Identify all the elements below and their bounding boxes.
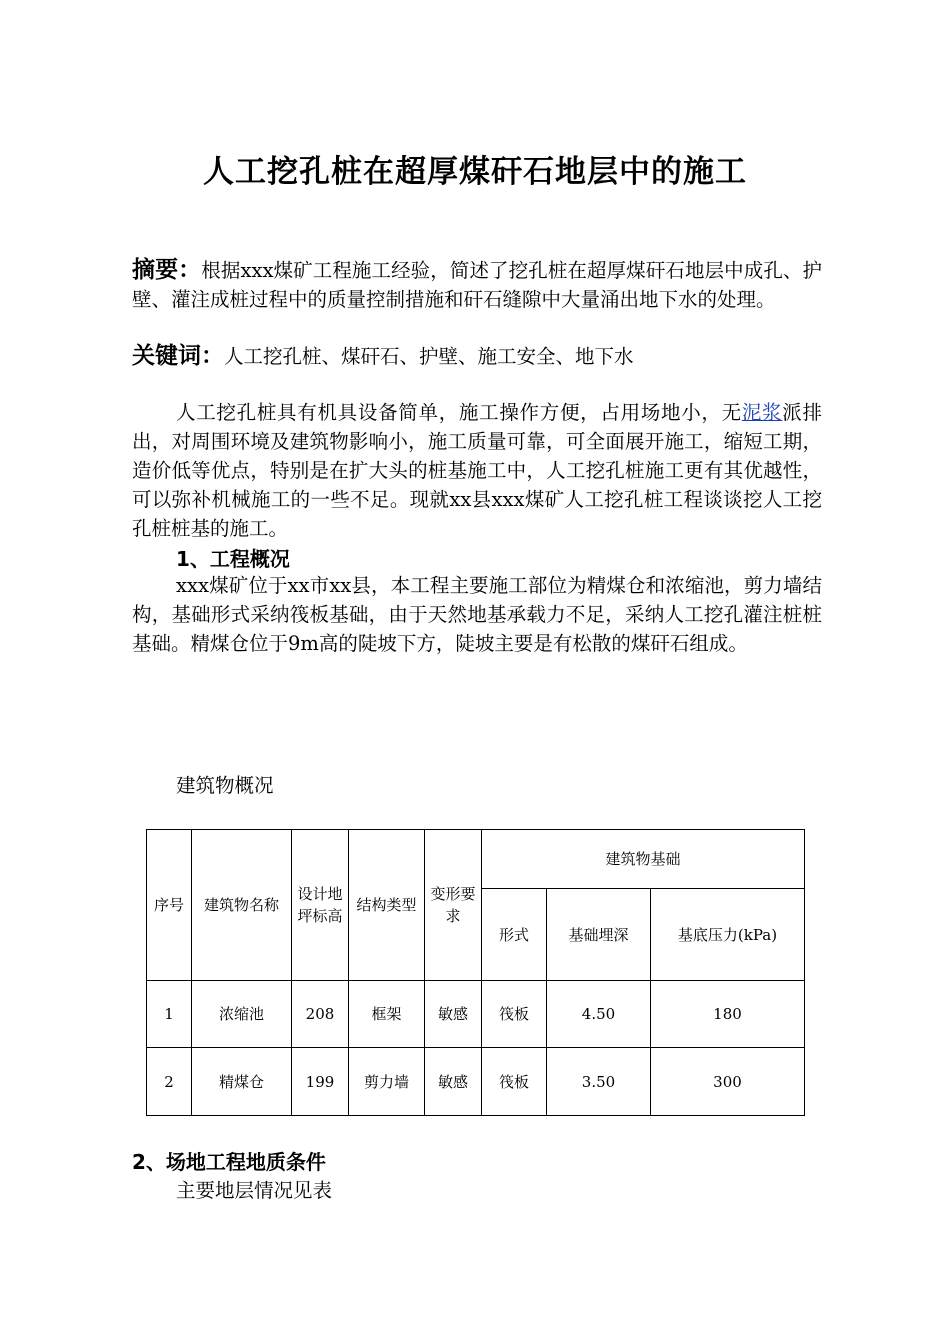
cell-structure: 剪力墙 bbox=[349, 1048, 425, 1116]
cell-form: 筏板 bbox=[482, 981, 547, 1048]
abstract-text: 根据xxx煤矿工程施工经验，简述了挖孔桩在超厚煤矸石地层中成孔、护壁、灌注成桩过程中的质量控制措施和矸石缝隙中大量涌出地下水的处理。 bbox=[132, 259, 823, 311]
header-deformation: 变形要求 bbox=[425, 830, 482, 981]
cell-depth: 3.50 bbox=[547, 1048, 651, 1116]
header-depth: 基础埋深 bbox=[547, 889, 651, 981]
cell-structure: 框架 bbox=[349, 981, 425, 1048]
cell-form: 筏板 bbox=[482, 1048, 547, 1116]
cell-depth: 4.50 bbox=[547, 981, 651, 1048]
cell-deformation: 敏感 bbox=[425, 1048, 482, 1116]
table-row bbox=[147, 981, 805, 1048]
cell-name: 浓缩池 bbox=[192, 981, 292, 1048]
abstract-label: 摘要： bbox=[132, 257, 202, 283]
cell-elevation: 208 bbox=[292, 981, 349, 1048]
intro-paragraph bbox=[132, 398, 822, 543]
intro-text-after: 派排出，对周围环境及建筑物影响小，施工质量可靠，可全面展开施工，缩短工期，造价低等优点，特别是在扩大头的桩基施工中，人工挖孔桩施工更有其优越性，可以弥补机械施工的一些不足。现就xx县xxx煤矿人工挖孔桩工程谈谈挖人工挖孔桩桩基的施工。 bbox=[132, 401, 822, 540]
table-row bbox=[147, 1048, 805, 1116]
cell-pressure: 180 bbox=[651, 981, 805, 1048]
header-structure: 结构类型 bbox=[349, 830, 425, 981]
header-pressure: 基底压力(kPa) bbox=[651, 889, 805, 981]
section2-text: 主要地层情况见表 bbox=[176, 1179, 333, 1202]
abstract-paragraph bbox=[132, 256, 822, 314]
keywords-paragraph bbox=[132, 342, 822, 371]
header-form: 形式 bbox=[482, 889, 547, 981]
section2-heading: 2、场地工程地质条件 bbox=[132, 1150, 326, 1174]
section1-paragraph: xxx煤矿位于xx市xx县，本工程主要施工部位为精煤仓和浓缩池，剪力墙结构，基础形式采纳筏板基础，由于天然地基承载力不足，采纳人工挖孔灌注桩桩基础。精煤仓位于9m高的陡坡下方，陡坡主要是有松散的煤矸石组成。 bbox=[132, 574, 822, 655]
mud-link[interactable]: 泥浆 bbox=[741, 401, 783, 424]
page-title: 人工挖孔桩在超厚煤矸石地层中的施工 bbox=[203, 154, 747, 190]
header-foundation: 建筑物基础 bbox=[482, 830, 805, 889]
building-overview-table bbox=[146, 829, 805, 1116]
section1-heading: 1、工程概况 bbox=[176, 547, 290, 571]
cell-elevation: 199 bbox=[292, 1048, 349, 1116]
header-elevation: 设计地坪标高 bbox=[292, 830, 349, 981]
intro-text-before: 人工挖孔桩具有机具设备简单，施工操作方便，占用场地小，无 bbox=[176, 401, 742, 424]
header-name: 建筑物名称 bbox=[192, 830, 292, 981]
cell-name: 精煤仓 bbox=[192, 1048, 292, 1116]
table-header-row bbox=[147, 830, 805, 889]
keywords-label: 关键词： bbox=[132, 343, 224, 369]
table-caption: 建筑物概况 bbox=[176, 774, 274, 797]
cell-deformation: 敏感 bbox=[425, 981, 482, 1048]
cell-seq: 1 bbox=[147, 981, 192, 1048]
keywords-text: 人工挖孔桩、煤矸石、护壁、施工安全、地下水 bbox=[224, 345, 634, 368]
cell-seq: 2 bbox=[147, 1048, 192, 1116]
header-seq: 序号 bbox=[147, 830, 192, 981]
cell-pressure: 300 bbox=[651, 1048, 805, 1116]
